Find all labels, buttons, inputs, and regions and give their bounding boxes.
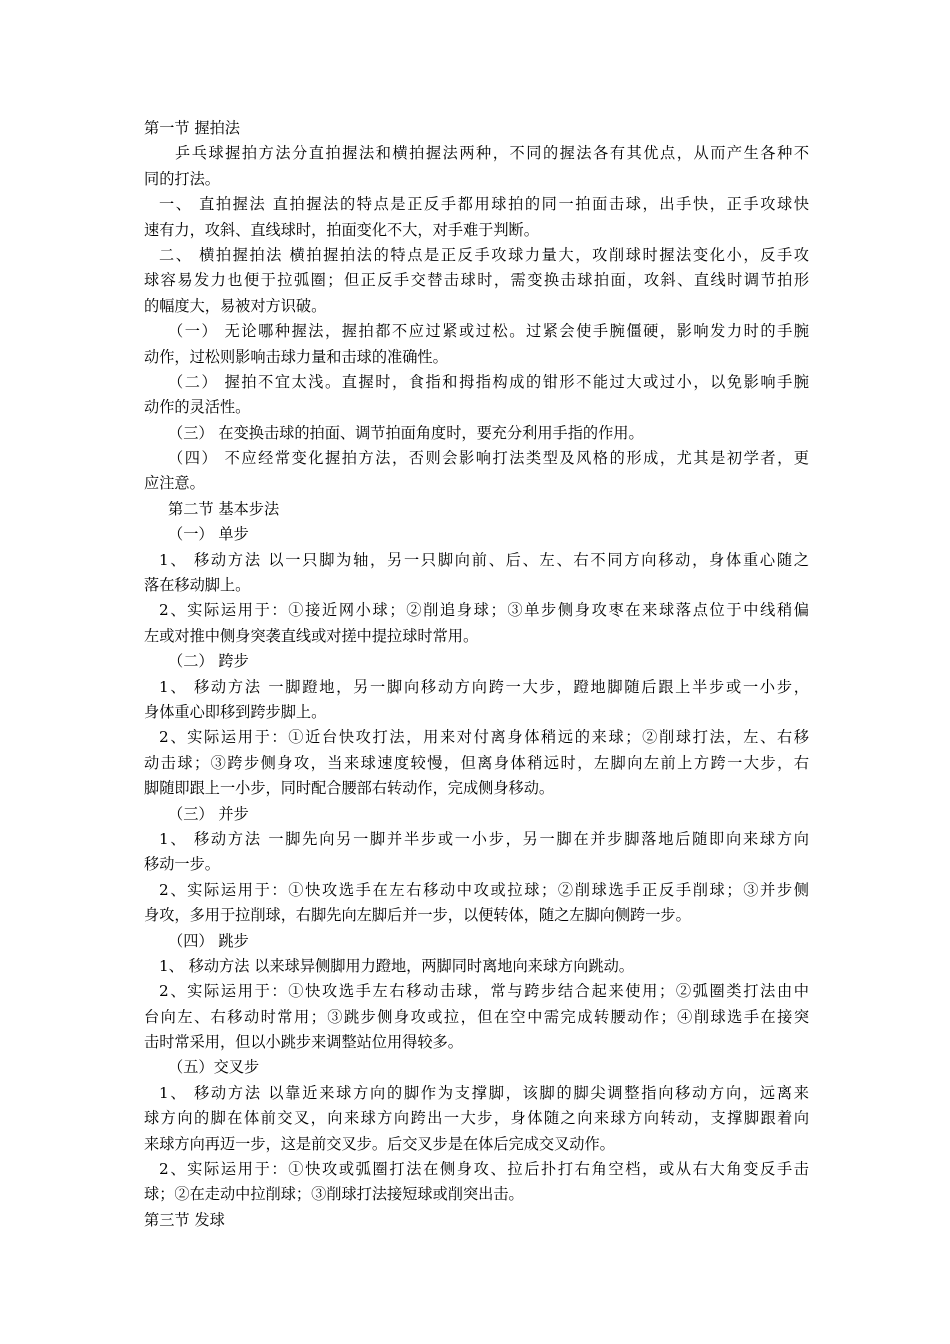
paragraph-line: （四） 不应经常变化握拍方法，否则会影响打法类型及风格的形成，尤其是初学者，更 [168,449,809,468]
paragraph-line: 球方向的脚在体前交叉，向来球方向跨出一大步，身体随之向来球方向转动，支撑脚跟着向 [144,1109,809,1128]
subheading-single-step: （一） 单步 [168,525,249,544]
paragraph-line: 2、实际运用于：①接近网小球；②削追身球；③单步侧身攻枣在来球落点位于中线稍偏 [159,601,809,620]
paragraph-line: 脚随即跟上一小步，同时配合腰部右转动作，完成侧身移动。 [144,779,555,798]
paragraph-line: 乒乓球握拍方法分直拍握法和横拍握法两种，不同的握法各有其优点，从而产生各种不 [175,144,809,163]
paragraph-line: 速有力，攻斜、直线球时，拍面变化不大，对手难于判断。 [144,220,539,239]
paragraph-line: 1、 移动方法 以一只脚为轴，另一只脚向前、后、左、右不同方向移动，身体重心随之 [159,550,809,569]
paragraph-line: 身攻，多用于拉削球，右脚先向左脚后并一步，以便转体，随之左脚向侧跨一步。 [144,906,691,925]
paragraph-line: 2、实际运用于：①快攻选手左右移动击球，常与跨步结合起来使用；②弧圈类打法由中 [159,982,809,1001]
paragraph-line: 1、 移动方法 一脚先向另一脚并半步或一小步，另一脚在并步脚落地后随即向来球方向 [159,829,809,848]
paragraph-line: （三） 在变换击球的拍面、调节拍面角度时，要充分利用手指的作用。 [168,423,644,442]
subheading-stride-step: （二） 跨步 [168,652,249,671]
paragraph-line: 来球方向再迈一步，这是前交叉步。后交叉步是在体后完成交叉动作。 [144,1134,615,1153]
section-heading-grip: 第一节 握拍法 [144,119,240,137]
paragraph-line: 应注意。 [144,474,205,493]
paragraph-line: （一） 无论哪种握法，握拍都不应过紧或过松。过紧会使手腕僵硬，影响发力时的手腕 [168,322,809,341]
paragraph-line: 移动一步。 [144,855,220,874]
paragraph-line: 台向左、右移动时常用；③跳步侧身攻或拉，但在空中需完成转腰动作；④削球选手在接突 [144,1007,809,1026]
paragraph-line: 动作，过松则影响击球力量和击球的准确性。 [144,347,448,366]
subheading-close-step: （三） 并步 [168,804,249,823]
paragraph-line: （二） 握拍不宜太浅。直握时，食指和拇指构成的钳形不能过大或过小，以免影响手腕 [168,372,809,391]
paragraph-line: 球容易发力也便于拉弧圈；但正反手交替击球时，需变换击球拍面，攻斜、直线时调节拍形 [144,271,809,290]
paragraph-line: 1、 移动方法 一脚蹬地，另一脚向移动方向跨一大步，蹬地脚随后跟上半步或一小步， [159,677,809,696]
paragraph-line: 动作的灵活性。 [144,398,251,417]
paragraph-line: 二、 横拍握拍法 横拍握拍法的特点是正反手攻球力量大，攻削球时握法变化小，反手攻 [159,245,809,264]
subheading-jump-step: （四） 跳步 [168,931,249,950]
paragraph-line: 1、 移动方法 以靠近来球方向的脚作为支撑脚，该脚的脚尖调整指向移动方向，远离来 [159,1083,809,1102]
paragraph-line: 2、实际运用于：①快攻或弧圈打法在侧身攻、拉后扑打右角空档，或从右大角变反手击 [159,1160,809,1179]
section-heading-footwork: 第二节 基本步法 [168,499,280,518]
document-body [144,116,809,1233]
section-heading-serve: 第三节 发球 [144,1210,225,1229]
paragraph-line: 一、 直拍握法 直拍握法的特点是正反手都用球拍的同一拍面击球，出手快，正手攻球快 [159,195,809,214]
paragraph-line: 2、实际运用于：①快攻选手在左右移动中攻或拉球；②削球选手正反手削球；③并步侧 [159,880,809,899]
subheading-cross-step: （五）交叉步 [168,1058,260,1077]
paragraph-line: 球；②在走动中拉削球；③削球打法接短球或削突出击。 [144,1185,524,1204]
paragraph-line: 左或对推中侧身突袭直线或对搓中提拉球时常用。 [144,626,479,645]
paragraph-line: 动击球；③跨步侧身攻，当来球速度较慢，但离身体稍远时，左脚向左前上方跨一大步，右 [144,753,809,772]
paragraph-line: 2、实际运用于：①近台快攻打法，用来对付离身体稍远的来球；②削球打法，左、右移 [159,728,809,747]
paragraph-line: 落在移动脚上。 [144,576,251,595]
paragraph-line: 身体重心即移到跨步脚上。 [144,702,327,721]
paragraph-line: 同的打法。 [144,169,220,188]
paragraph-line: 击时常采用，但以小跳步来调整站位用得较多。 [144,1033,463,1052]
paragraph-line: 的幅度大，易被对方识破。 [144,296,327,315]
paragraph-line: 1、 移动方法 以来球异侧脚用力蹬地，两脚同时离地向来球方向跳动。 [159,956,634,975]
